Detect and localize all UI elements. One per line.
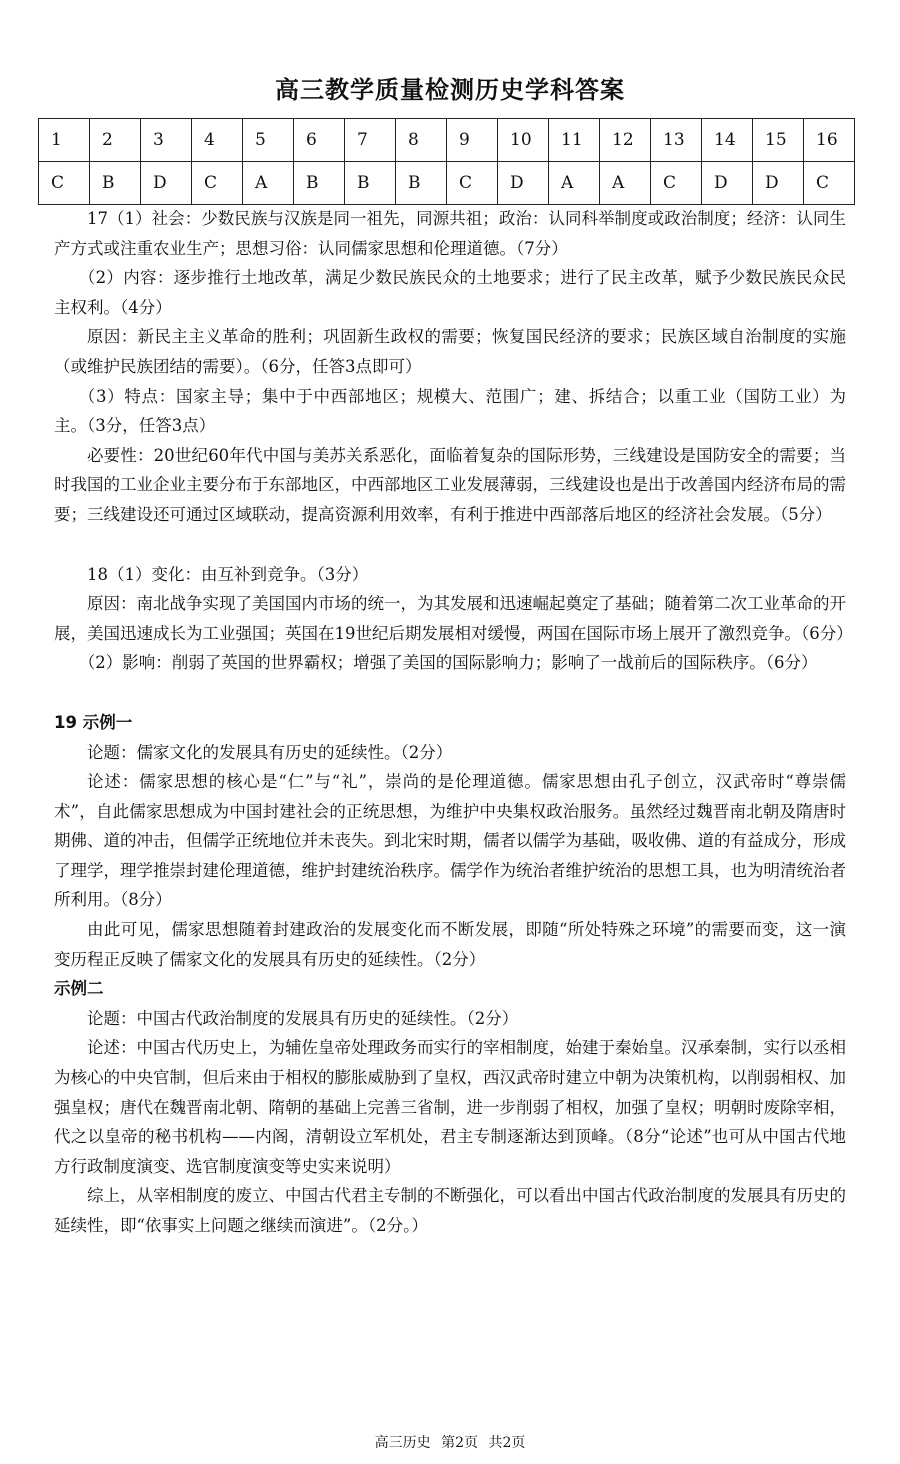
question-number-cell: 5 bbox=[243, 119, 294, 162]
answer-cell: D bbox=[702, 162, 753, 205]
question-number-cell: 1 bbox=[39, 119, 90, 162]
q19-example1-conclusion: 由此可见，儒家思想随着封建政治的发展变化而不断发展，即随“所处特殊之环境”的需要而变，这一演变历程正反映了儒家文化的发展具有历史的延续性。（2分） bbox=[54, 920, 846, 969]
question-number-cell: 14 bbox=[702, 119, 753, 162]
q17-part3-feature-paragraph: （3）特点：国家主导；集中于中西部地区；规模大、范围广；建、拆结合；以重工业（国防工业）为主。（3分，任答3点） bbox=[54, 386, 846, 436]
q19-example1-heading: 19 示例一 bbox=[54, 712, 133, 732]
q18-part1-paragraph: 18（1）变化：由互补到竞争。（3分） bbox=[87, 564, 369, 584]
page-title: 高三教学质量检测历史学科答案 bbox=[275, 76, 625, 104]
q17-part1-paragraph: 17（1）社会：少数民族与汉族是同一祖先，同源共祖；政治：认同科举制度或政治制度；经济：认同生产方式或注重农业生产；思想习俗：认同儒家思想和伦理道德。（7分） bbox=[54, 209, 846, 258]
answer-cell: D bbox=[753, 162, 804, 205]
question-17-section bbox=[54, 204, 846, 530]
question-number-cell: 7 bbox=[345, 119, 396, 162]
question-number-cell: 11 bbox=[549, 119, 600, 162]
question-number-cell: 3 bbox=[141, 119, 192, 162]
q19-example2-conclusion: 综上，从宰相制度的废立、中国古代君主专制的不断强化，可以看出中国古代政治制度的发展具有历史的延续性，即“依事实上问题之继续而演进”。（2分。） bbox=[54, 1186, 846, 1235]
answer-cell: C bbox=[192, 162, 243, 205]
answer-table bbox=[38, 118, 855, 205]
q19-example2-heading: 示例二 bbox=[54, 979, 104, 999]
answer-cell: C bbox=[804, 162, 855, 205]
answer-cell: B bbox=[345, 162, 396, 205]
answer-cell: C bbox=[651, 162, 702, 205]
answer-cell: B bbox=[90, 162, 141, 205]
question-number-cell: 2 bbox=[90, 119, 141, 162]
question-number-cell: 10 bbox=[498, 119, 549, 162]
answer-cell: D bbox=[141, 162, 192, 205]
answer-cell: C bbox=[447, 162, 498, 205]
answer-cell: C bbox=[39, 162, 90, 205]
q18-reason-paragraph: 原因：南北战争实现了美国国内市场的统一，为其发展和迅速崛起奠定了基础；随着第二次工业革命的开展，美国迅速成长为工业强国；英国在19世纪后期发展相对缓慢，两国在国际市场上展开了激烈竞争。（6分） bbox=[54, 594, 853, 643]
answer-cell: B bbox=[396, 162, 447, 205]
answer-table-number-row bbox=[39, 119, 855, 162]
question-number-cell: 8 bbox=[396, 119, 447, 162]
q19-example1-argument: 论述：儒家思想的核心是“仁”与“礼”，崇尚的是伦理道德。儒家思想由孔子创立，汉武帝时“尊崇儒术”，自此儒家思想成为中国封建社会的正统思想，为维护中央集权政治服务。虽然经过魏晋南北朝及隋唐时期佛、道的冲击，但儒学正统地位并未丧失。到北宋时期，儒者以儒学为基础，吸收佛、道的有益成分，形成了理学，理学推崇封建伦理道德，维护封建统治秩序。儒学作为统治者维护统治的思想工具，也为明清统治者所利用。（8分） bbox=[54, 772, 846, 910]
question-number-cell: 16 bbox=[804, 119, 855, 162]
answer-cell: B bbox=[294, 162, 345, 205]
question-number-cell: 15 bbox=[753, 119, 804, 162]
answer-cell: A bbox=[549, 162, 600, 205]
answer-cell: A bbox=[600, 162, 651, 205]
question-number-cell: 4 bbox=[192, 119, 243, 162]
question-number-cell: 9 bbox=[447, 119, 498, 162]
question-number-cell: 13 bbox=[651, 119, 702, 162]
page-footer: 高三历史 第2页 共2页 bbox=[374, 1435, 526, 1451]
q17-part2-content-paragraph: （2）内容：逐步推行土地改革，满足少数民族民众的土地要求；进行了民主改革，赋予少数民族民众民主权利。（4分） bbox=[54, 268, 846, 317]
answer-content bbox=[54, 204, 853, 1241]
q19-example2-argument: 论述：中国古代历史上，为辅佐皇帝处理政务而实行的宰相制度，始建于秦始皇。汉承秦制，实行以丞相为核心的中央官制，但后来由于相权的膨胀威胁到了皇权，西汉武帝时建立中朝为决策机构，以削弱相权、加强皇权；唐代在魏晋南北朝、隋朝的基础上完善三省制，进一步削弱了相权，加强了皇权；明朝时废除宰相，代之以皇帝的秘书机构——内阁，清朝设立军机处，君主专制逐渐达到顶峰。（8分“论述”也可从中国古代地方行政制度演变、选官制度演变等史实来说明） bbox=[54, 1038, 846, 1176]
question-number-cell: 6 bbox=[294, 119, 345, 162]
q19-example1-thesis: 论题：儒家文化的发展具有历史的延续性。（2分） bbox=[87, 742, 453, 762]
q19-example2-thesis: 论题：中国古代政治制度的发展具有历史的延续性。（2分） bbox=[87, 1008, 519, 1028]
answer-cell: D bbox=[498, 162, 549, 205]
answer-cell: A bbox=[243, 162, 294, 205]
question-19-section bbox=[54, 708, 846, 1241]
q17-part3-necessity-paragraph: 必要性：20世纪60年代中国与美苏关系恶化，面临着复杂的国际形势，三线建设是国防安全的需要；当时我国的工业企业主要分布于东部地区，中西部地区工业发展薄弱，三线建设也是出于改善国内经济布局的需要；三线建设还可通过区域联动，提高资源利用效率，有利于推进中西部落后地区的经济社会发展。（5分） bbox=[54, 445, 846, 524]
question-18-section bbox=[54, 560, 853, 678]
q17-part2-reason-paragraph: 原因：新民主主义革命的胜利；巩固新生政权的需要；恢复国民经济的要求；民族区域自治制度的实施（或维护民族团结的需要）。（6分，任答3点即可） bbox=[54, 327, 846, 376]
q18-part2-paragraph: （2）影响：削弱了英国的世界霸权；增强了美国的国际影响力；影响了一战前后的国际秩序。（6分） bbox=[78, 653, 818, 673]
question-number-cell: 12 bbox=[600, 119, 651, 162]
answer-table-answer-row bbox=[39, 162, 855, 205]
